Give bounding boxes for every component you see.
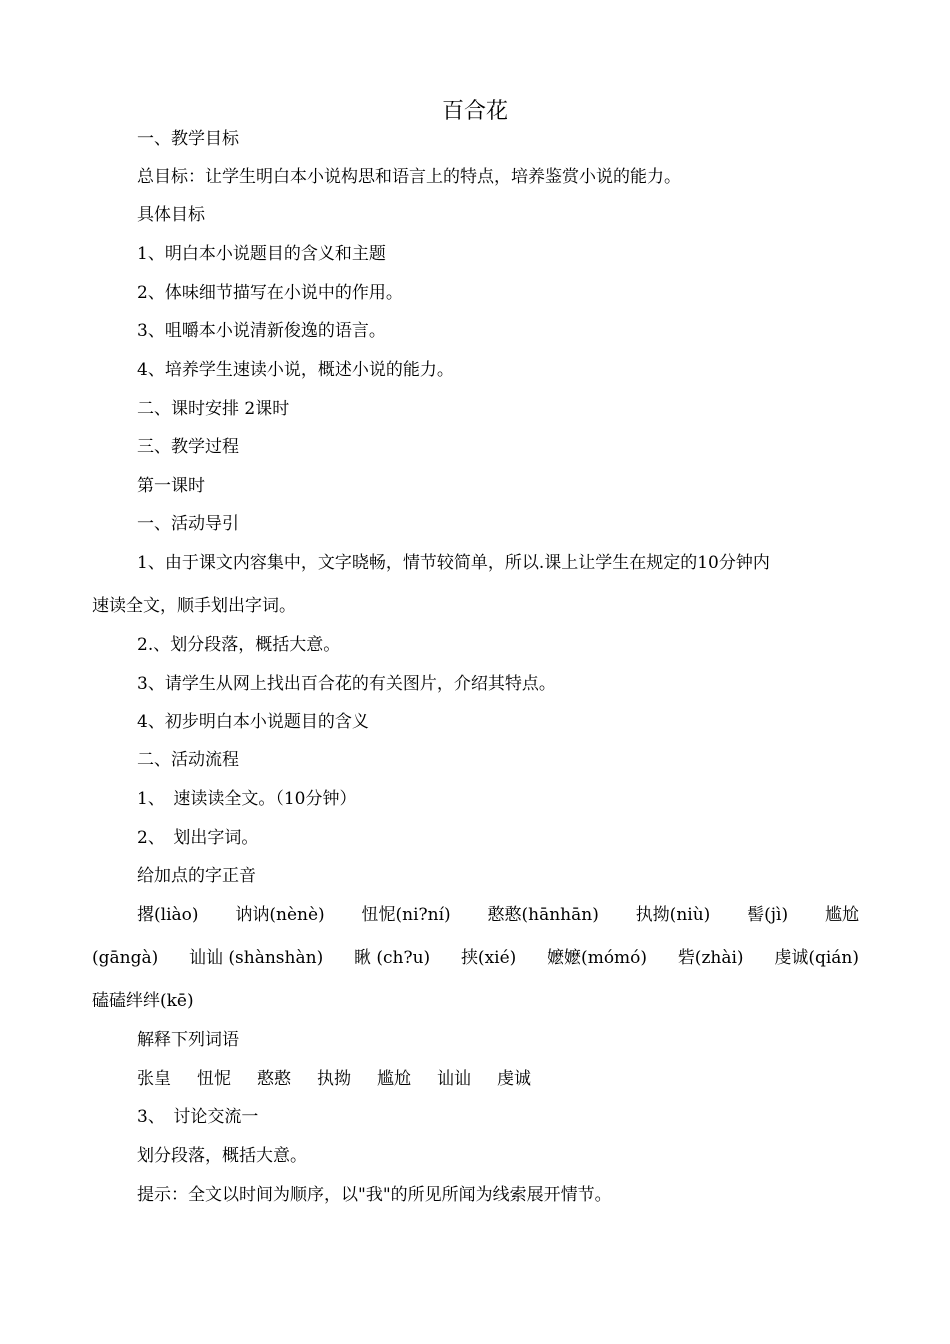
goal-item-1: 1、明白本小说题目的含义和主题 xyxy=(137,244,386,264)
flow-item-2: 2、 划出字词。 xyxy=(137,828,259,848)
intro-item-1: 1、由于课文内容集中，文字晓畅，情节较简单，所以.课上让学生在规定的10分钟内 xyxy=(137,553,770,573)
intro-item-4: 4、初步明白本小说题目的含义 xyxy=(137,712,369,732)
pinyin-entry: 瞅 (ch?u) xyxy=(353,948,431,968)
explain-words-heading: 解释下列词语 xyxy=(137,1030,239,1050)
goal-item-4: 4、培养学生速读小说，概述小说的能力。 xyxy=(137,360,454,380)
pinyin-entry: 尴尬 xyxy=(824,905,859,925)
vocab-word: 忸怩 xyxy=(197,1069,231,1089)
activity-flow-heading: 二、活动流程 xyxy=(137,750,239,770)
overall-goal: 总目标：让学生明白本小说构思和语言上的特点，培养鉴赏小说的能力。 xyxy=(137,167,681,187)
vocab-list xyxy=(137,1065,557,1093)
pinyin-entry: (gāngà) xyxy=(92,948,159,968)
hint-text: 提示：全文以时间为顺序，以"我"的所见所闻为线索展开情节。 xyxy=(137,1185,612,1205)
pinyin-entry: 虔诚(qián) xyxy=(774,948,859,968)
segment-task: 划分段落，概括大意。 xyxy=(137,1146,307,1166)
specific-goals-heading: 具体目标 xyxy=(137,205,205,225)
intro-item-2: 2.、划分段落，概括大意。 xyxy=(137,635,341,655)
heading-process: 三、教学过程 xyxy=(137,437,239,457)
intro-item-3: 3、请学生从网上找出百合花的有关图片，介绍其特点。 xyxy=(137,674,556,694)
pinyin-entry: 讪讪 (shànshàn) xyxy=(189,948,324,968)
flow-item-3: 3、 讨论交流一 xyxy=(137,1107,259,1127)
vocab-word: 尴尬 xyxy=(377,1069,411,1089)
pinyin-row-1 xyxy=(137,901,859,929)
pinyin-row-2 xyxy=(92,944,859,972)
pinyin-entry: 嬷嬷(mómó) xyxy=(547,948,648,968)
goal-item-3: 3、咀嚼本小说清新俊逸的语言。 xyxy=(137,321,386,341)
vocab-word: 憨憨 xyxy=(257,1069,291,1089)
pronunciation-heading: 给加点的字正音 xyxy=(137,866,256,886)
first-lesson-heading: 第一课时 xyxy=(137,476,205,496)
pinyin-entry: 憨憨(hānhān) xyxy=(487,905,599,925)
vocab-word: 讪讪 xyxy=(437,1069,471,1089)
heading-teaching-goals: 一、教学目标 xyxy=(137,129,239,149)
intro-item-1-continued: 速读全文，顺手划出字词。 xyxy=(92,596,296,616)
pinyin-entry: 忸怩(ni?ní) xyxy=(361,905,451,925)
goal-item-2: 2、体味细节描写在小说中的作用。 xyxy=(137,283,403,303)
heading-schedule: 二、课时安排 2课时 xyxy=(137,399,290,419)
activity-intro-heading: 一、活动导引 xyxy=(137,514,239,534)
pinyin-entry: 讷讷(nènè) xyxy=(235,905,325,925)
document-title: 百合花 xyxy=(441,99,508,124)
flow-item-1: 1、 速读读全文。（10分钟） xyxy=(137,789,357,809)
pinyin-entry: 挟(xié) xyxy=(460,948,517,968)
pinyin-entry: 撂(liào) xyxy=(137,905,199,925)
pinyin-row-3: 磕磕绊绊(kē) xyxy=(92,991,194,1011)
pinyin-entry: 髻(jì) xyxy=(747,905,789,925)
pinyin-entry: 执拗(niù) xyxy=(635,905,711,925)
pinyin-entry: 砦(zhài) xyxy=(677,948,744,968)
vocab-word: 虔诚 xyxy=(497,1069,531,1089)
vocab-word: 张皇 xyxy=(137,1069,171,1089)
vocab-word: 执拗 xyxy=(317,1069,351,1089)
